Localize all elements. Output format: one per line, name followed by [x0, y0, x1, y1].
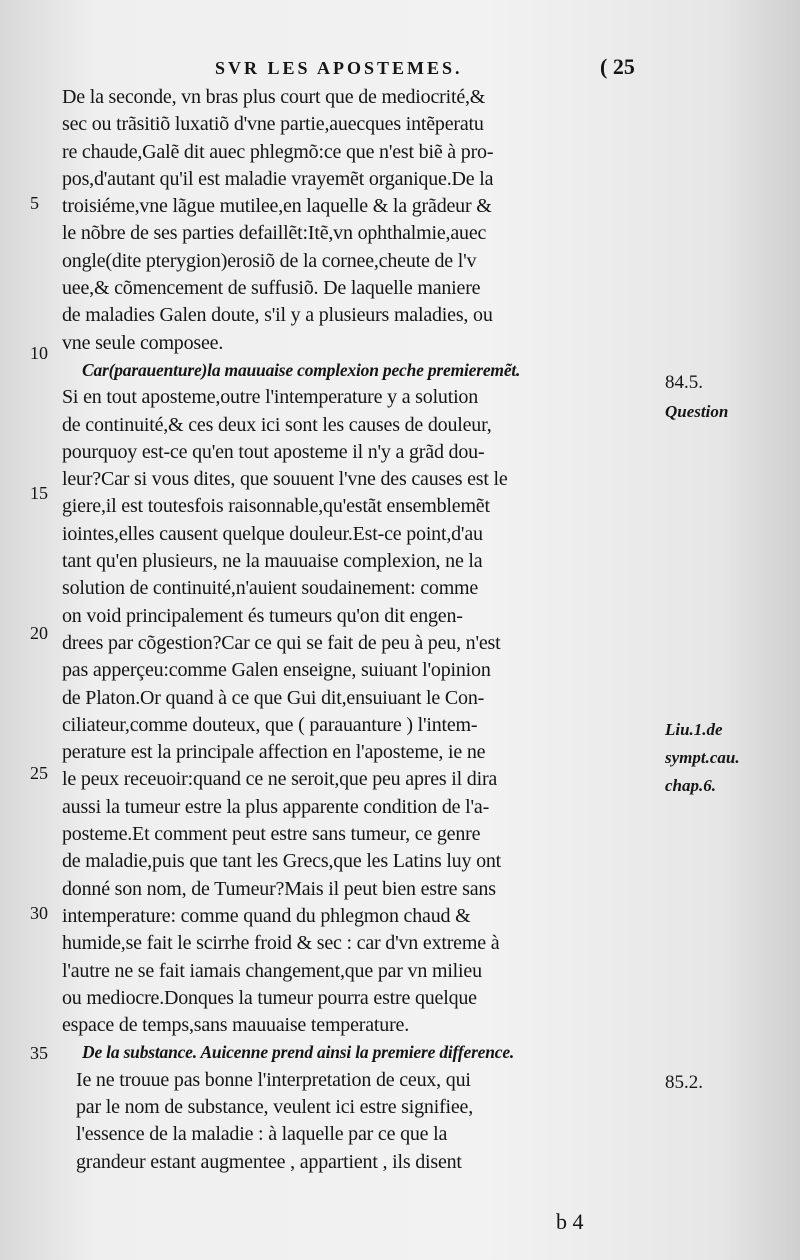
- text-line: Ie ne trouue pas bonne l'interpretation de ceux, qui: [76, 1068, 471, 1091]
- text-line: sec ou trãsitiõ luxatiõ d'vne partie,auecques intẽperatu: [62, 113, 484, 136]
- text-line: par le nom de substance, veulent ici estre signifiee,: [76, 1095, 474, 1118]
- text-line: l'essence de la maladie : à laquelle par ce que la: [76, 1123, 448, 1146]
- text-line: de Platon.Or quand à ce que Gui dit,ensuiuant le Con-: [62, 686, 485, 709]
- text-line: re chaude,Galẽ dit auec phlegmõ:ce que n'est biẽ à pro-: [62, 140, 494, 163]
- text-line: aussi la tumeur estre la plus apparente condition de l'a-: [62, 795, 490, 818]
- text-line: iointes,elles causent quelque douleur.Est-ce point,d'au: [62, 522, 483, 545]
- text-line: de maladie,puis que tant les Grecs,que les Latins luy ont: [62, 850, 502, 873]
- line-number: 25: [30, 763, 48, 783]
- text-line: on void principalement és tumeurs qu'on dit engen-: [62, 604, 463, 627]
- margin-note-question: Question: [665, 402, 729, 421]
- margin-note-84: 84.5.: [665, 372, 703, 393]
- text-line: de continuité,& ces deux ici sont les causes de douleur,: [62, 413, 492, 436]
- text-line: de maladies Galen doute, s'il y a plusieurs maladies, ou: [62, 304, 493, 327]
- text-line: ou mediocre.Donques la tumeur pourra estre quelque: [62, 986, 477, 1009]
- text-line: donné son nom, de Tumeur?Mais il peut bien estre sans: [62, 877, 496, 900]
- body-text: [62, 84, 662, 1176]
- line-number: 15: [30, 483, 48, 503]
- text-line: espace de temps,sans mauuaise temperature.: [62, 1014, 410, 1037]
- text-line: intemperature: comme quand du phlegmon chaud &: [62, 904, 471, 927]
- lemma-heading: De la substance. Auicenne prend ainsi la premiere difference.: [82, 1042, 515, 1063]
- margin-note-ref: sympt.cau.: [665, 748, 740, 767]
- text-line: giere,il est toutesfois raisonnable,qu'estãt ensemblemẽt: [62, 495, 490, 518]
- text-line: uee,& cõmencement de suffusiõ. De laquelle maniere: [62, 277, 481, 300]
- text-line: troisiéme,vne lãgue mutilee,en laquelle & la grãdeur &: [62, 195, 492, 218]
- text-line: le peux receuoir:quand ce ne seroit,que peu apres il dira: [62, 768, 498, 791]
- text-line: le nõbre de ses parties defaillẽt:Itẽ,vn ophthalmie,auec: [62, 222, 487, 245]
- margin-note-85: 85.2.: [665, 1072, 703, 1093]
- text-line: posteme.Et comment peut estre sans tumeur, ce genre: [62, 823, 481, 846]
- running-title: SVR LES APOSTEMES.: [215, 58, 463, 78]
- folio-number: ( 25: [600, 54, 635, 79]
- text-line: ciliateur,comme douteux, que ( parauanture ) l'intem-: [62, 713, 478, 736]
- text-line: ongle(dite pterygion)erosiõ de la cornee,cheute de l'v: [62, 249, 477, 272]
- text-line: De la seconde, vn bras plus court que de mediocrité,&: [62, 86, 486, 108]
- text-line: pos,d'autant qu'il est maladie vrayemẽt organique.De la: [62, 167, 494, 190]
- text-line: perature est la principale affection en l'aposteme, ie ne: [62, 741, 486, 764]
- line-number: 5: [30, 193, 39, 213]
- text-line: tant qu'en plusieurs, ne la mauuaise complexion, ne la: [62, 550, 483, 573]
- margin-note-ref: chap.6.: [665, 776, 716, 795]
- text-line: drees par cõgestion?Car ce qui se fait de peu à peu, n'est: [62, 631, 501, 654]
- text-line: pourquoy est-ce qu'en tout aposteme il n'y a grãd dou-: [62, 440, 485, 463]
- text-line: humide,se fait le scirrhe froid & sec : car d'vn extreme à: [62, 932, 500, 955]
- text-line: pas apperçeu:comme Galen enseigne, suiuant l'opinion: [62, 659, 491, 682]
- signature-mark: b 4: [556, 1209, 584, 1234]
- line-number: 30: [30, 903, 48, 923]
- margin-note-ref: Liu.1.de: [665, 720, 723, 739]
- line-number: 10: [30, 343, 48, 363]
- text-line: solution de continuité,n'auient soudainement: comme: [62, 577, 479, 600]
- text-line: grandeur estant augmentee , appartient , ils disent: [76, 1150, 462, 1173]
- text-line: l'autre ne se fait iamais changement,que par vn milieu: [62, 959, 482, 982]
- page-header: [0, 56, 800, 86]
- text-line: vne seule composee.: [62, 331, 224, 354]
- line-number: 35: [30, 1043, 48, 1063]
- text-line: leur?Car si vous dites, que souuent l'vne des causes est le: [62, 468, 508, 491]
- lemma-heading: Car(parauenture)la mauuaise complexion peche premieremẽt.: [82, 359, 521, 380]
- text-line: Si en tout aposteme,outre l'intemperature y a solution: [62, 386, 479, 409]
- line-number: 20: [30, 623, 48, 643]
